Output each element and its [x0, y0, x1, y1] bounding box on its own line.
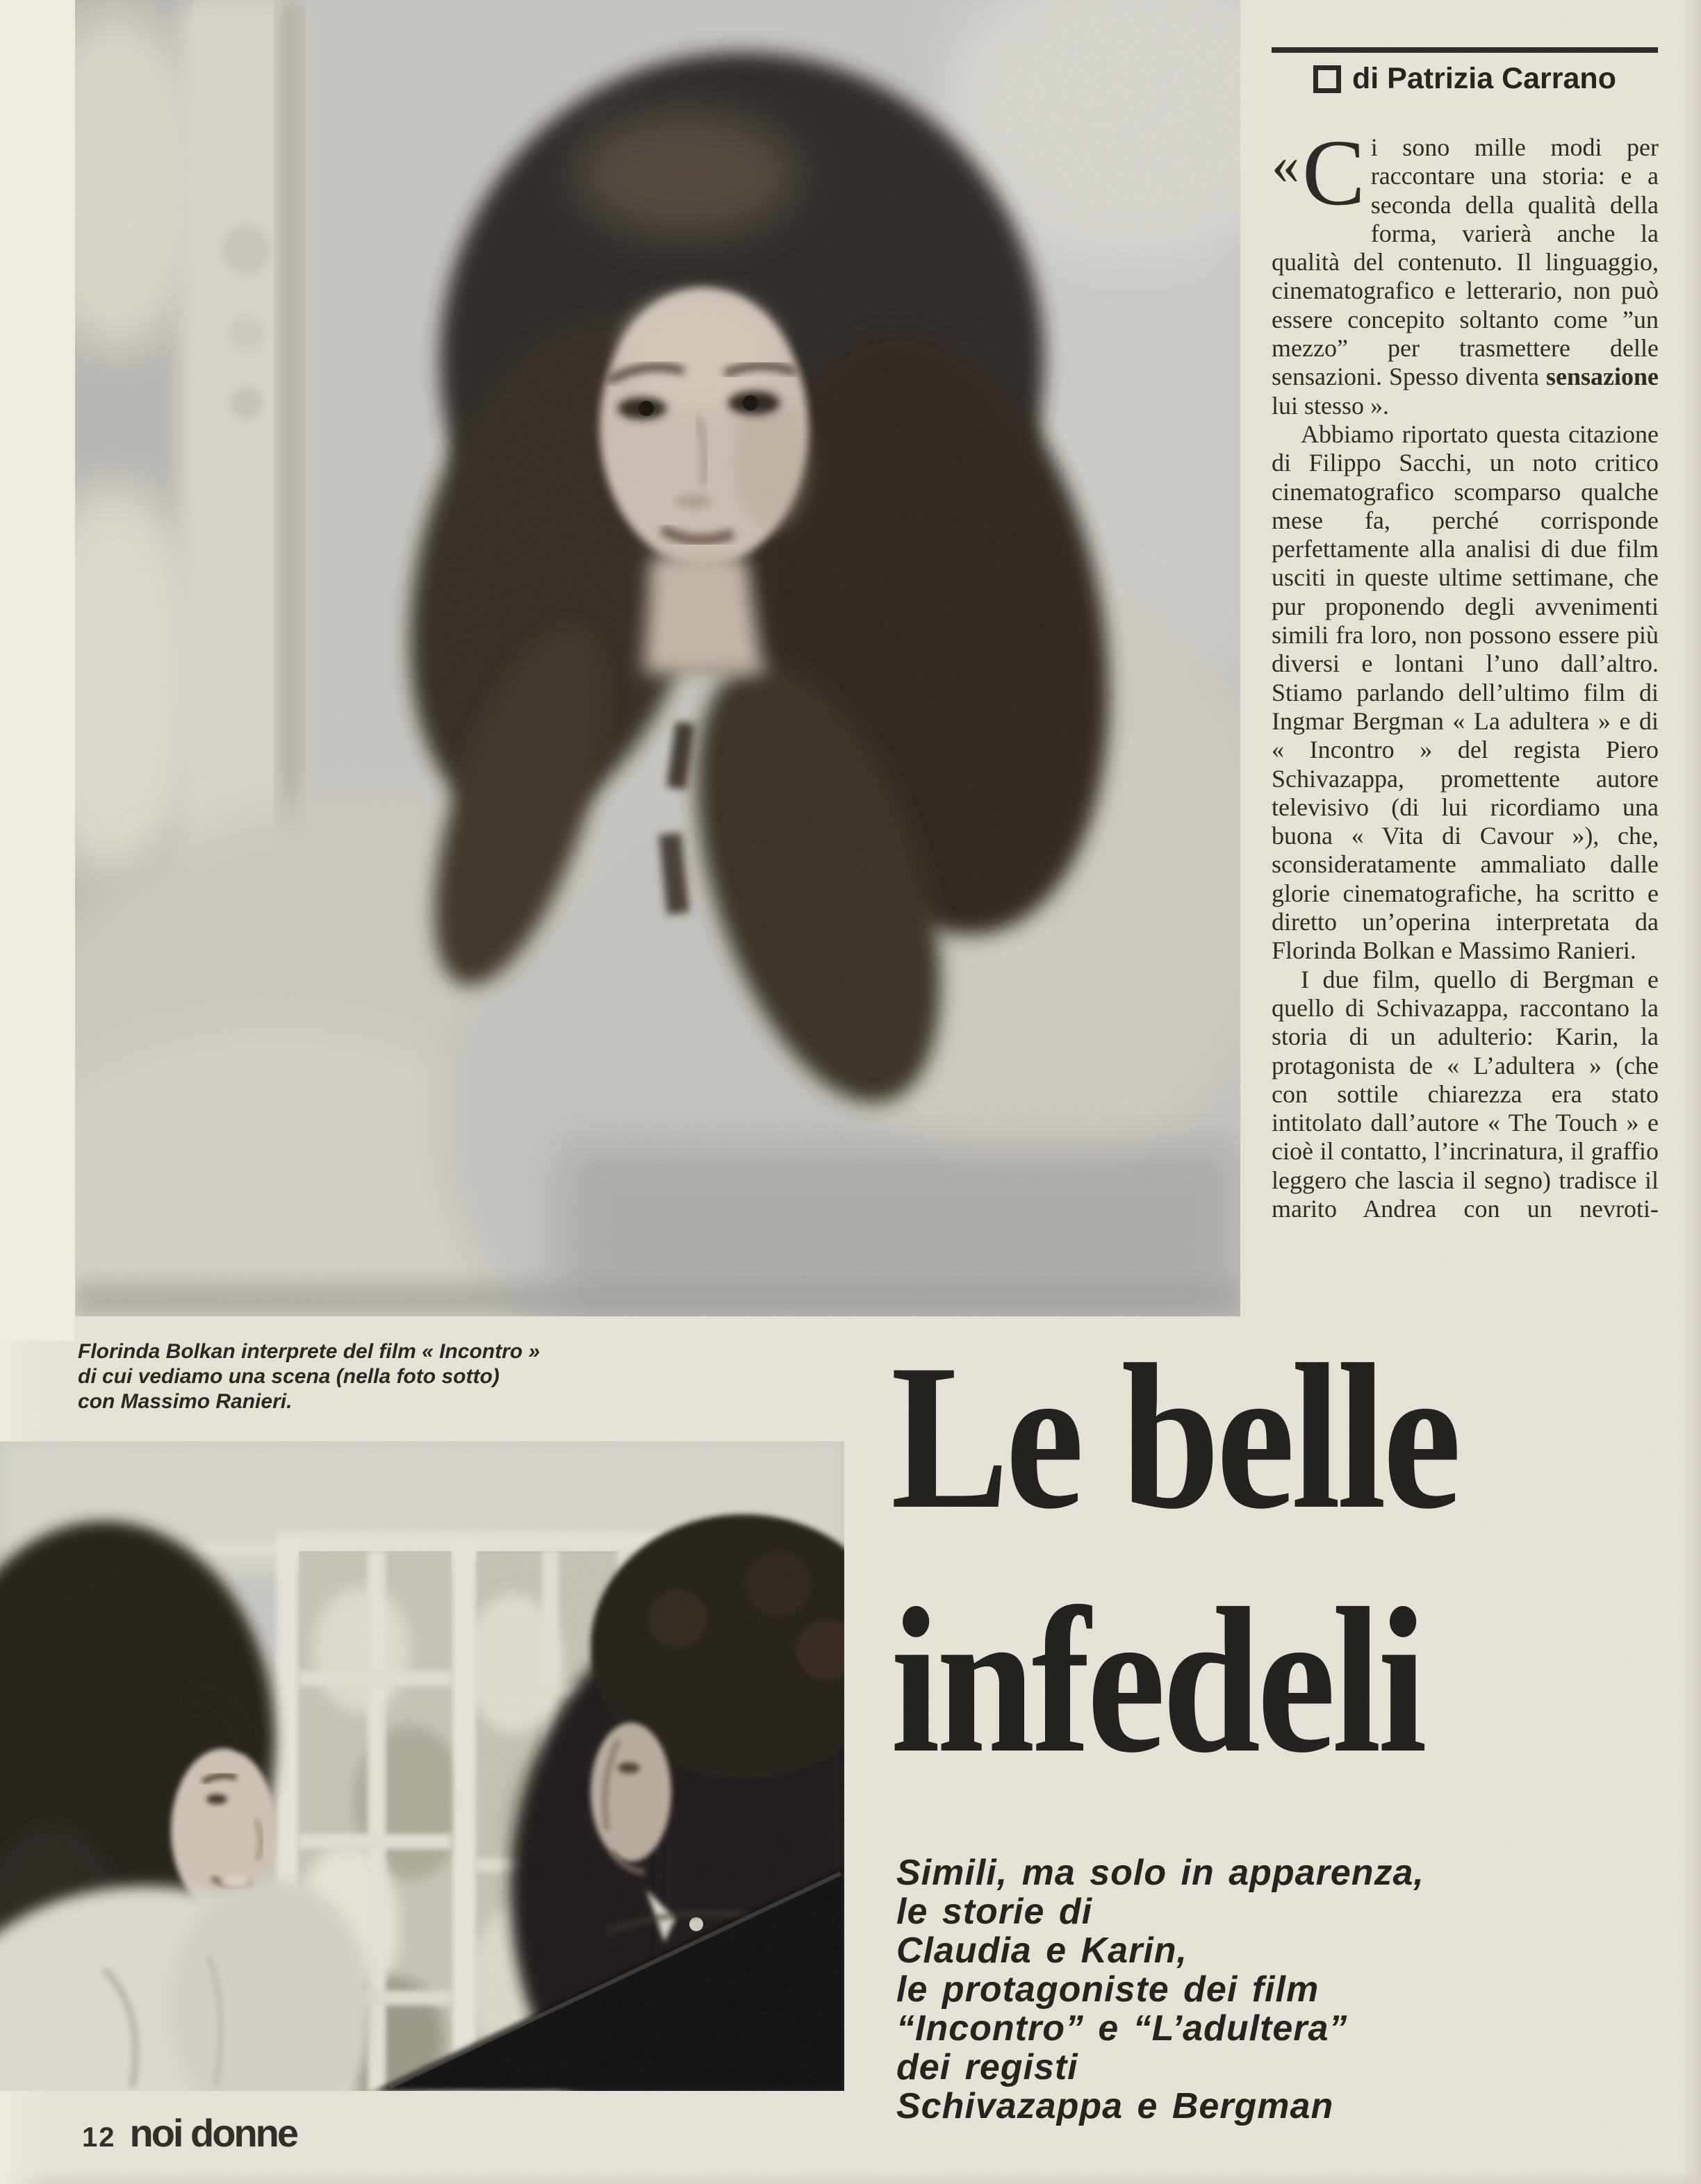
magazine-logo: noi donne — [129, 2111, 297, 2155]
headline-line-1: Le belle — [891, 1321, 1458, 1552]
opening-guillemet: « — [1272, 135, 1299, 196]
article-paragraph-2: Abbiamo riportato questa citazione di Filippo Sacchi, un noto critico cinematografico scomparso qualche mese fa, perché corrisponde perfettamente alla analisi di due film usciti in queste ultime settimane, che pur proponendo degli avvenimenti simili fra loro, non possono essere più diversi e lontani l’uno dall’altro. Stiamo parlando dell’ultimo film di Ingmar Bergman « La adultera » e di « Incontro » del regista Piero Schivazappa, promettente autore televisivo (di lui ricordiamo una buona « Vita di Cavour »), che, sconsideratamente ammaliato dalle glorie cinematografiche, ha scritto e diretto un’operina interpretata da Florinda Bolkan e Massimo Ranieri. — [1272, 420, 1659, 965]
photo-scene-incontro-image — [0, 1441, 844, 2091]
byline-rule — [1272, 47, 1658, 53]
photo-florinda-bolkan — [75, 0, 1240, 1316]
page-footer — [82, 2110, 297, 2156]
caption-line: Florinda Bolkan interprete del film « Incontro » — [78, 1340, 541, 1363]
caption-line: di cui vediamo una scena (nella foto sotto) — [78, 1365, 500, 1388]
bold-word: sensazione — [1546, 363, 1659, 391]
square-bullet-icon — [1313, 65, 1341, 93]
article-paragraph-1 — [1272, 121, 1659, 420]
photo-caption — [78, 1339, 592, 1414]
article-paragraph-3: I due film, quello di Bergman e quello di Schivazappa, raccontano la storia di un adulterio: Karin, la protagonista de « L’adultera » (che con sottile chiarezza era stato intitolato dall’autore « The Touch » e cioè il contatto, l’incrinatura, il graffio leggero che lascia il segno) tradisce il marito Andrea con un nevroti- — [1272, 965, 1659, 1223]
standfirst-line: Claudia e Karin, — [896, 1930, 1188, 1971]
page-number: 12 — [82, 2122, 116, 2153]
byline-row — [1272, 64, 1658, 94]
page-left-margin — [0, 0, 75, 1341]
article-column — [1272, 121, 1659, 1223]
standfirst-line: Schivazappa e Bergman — [896, 2086, 1334, 2126]
standfirst — [896, 1853, 1688, 2126]
headline-line-2: infedeli — [891, 1565, 1424, 1796]
paragraph-text: lui stesso ». — [1272, 391, 1390, 420]
standfirst-line: Simili, ma solo in apparenza, — [896, 1853, 1424, 1893]
byline-author: di Patrizia Carrano — [1352, 62, 1616, 95]
standfirst-line: le storie di — [896, 1892, 1093, 1932]
photo-scene-incontro — [0, 1441, 844, 2091]
paragraph-text: i sono mille modi per raccontare una storia: e a seconda della qualità della forma, varierà anche la qualità del contenuto. Il linguaggio, cinematografico e letterario, non può essere concepito soltanto come ”un mezzo” per trasmettere delle sensazioni. Spesso diventa — [1272, 133, 1659, 391]
photo-florinda-bolkan-image — [75, 0, 1240, 1316]
byline-block — [1272, 47, 1658, 94]
caption-line: con Massimo Ranieri. — [78, 1390, 293, 1413]
standfirst-line: dei registi — [896, 2047, 1078, 2087]
standfirst-line: “Incontro” e “L’adultera” — [896, 2008, 1348, 2049]
standfirst-line: le protagoniste dei film — [896, 1969, 1320, 2010]
drop-cap: C — [1302, 121, 1365, 225]
